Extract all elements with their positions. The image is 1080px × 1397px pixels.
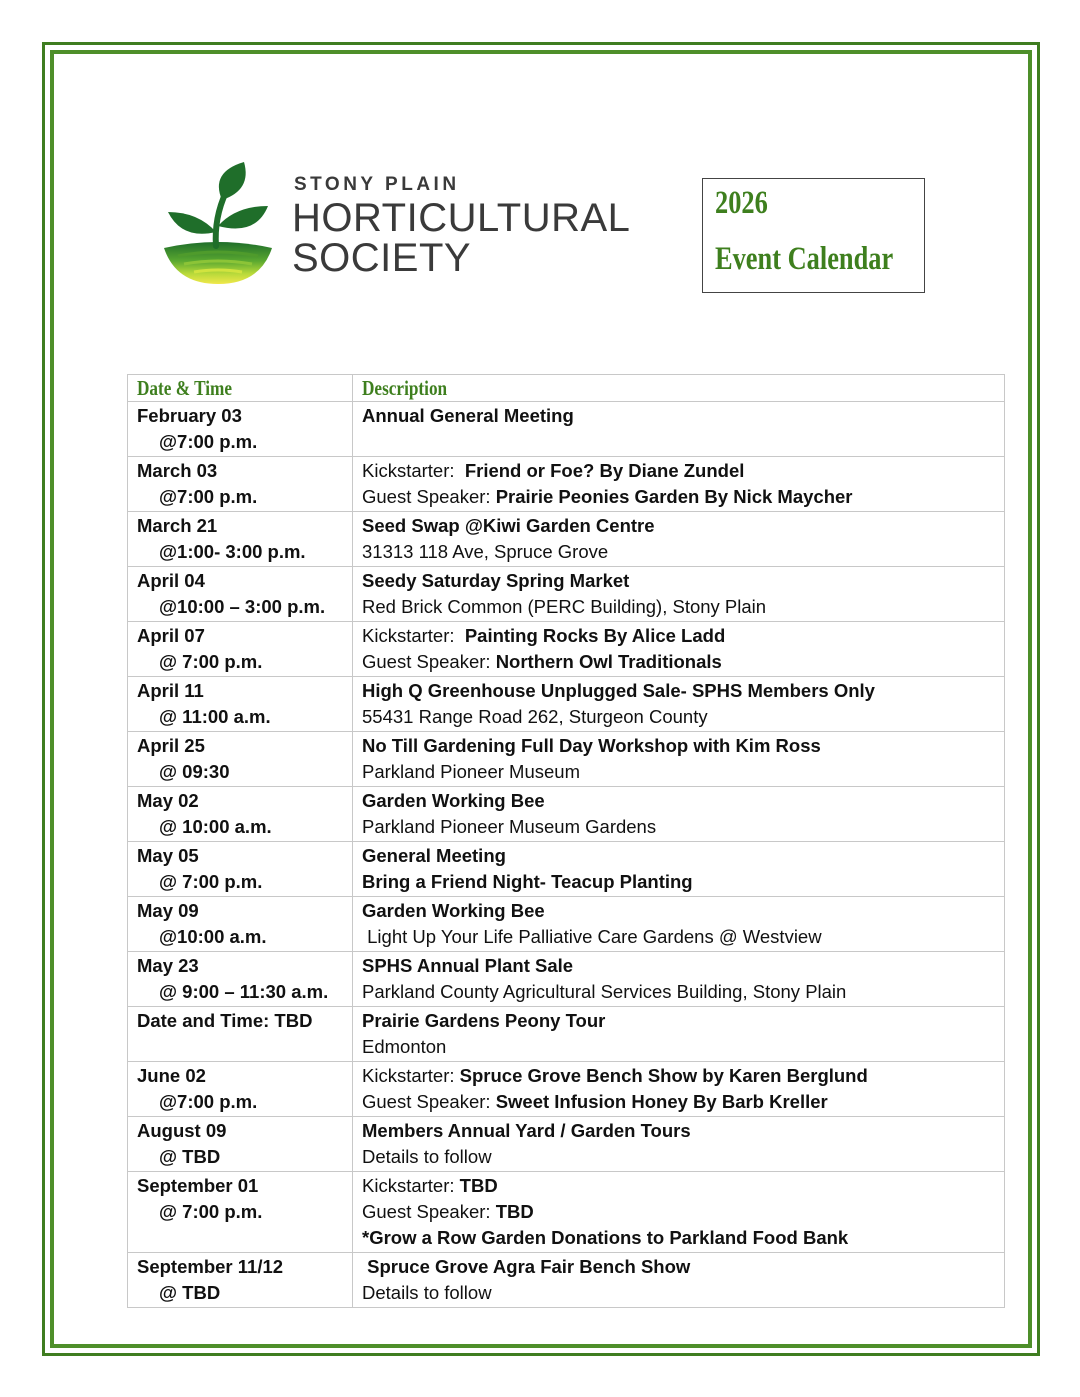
event-time: @ 11:00 a.m. <box>159 706 271 727</box>
description-bold-text: TBD <box>495 1201 534 1222</box>
event-time: @ 10:00 a.m. <box>159 816 272 837</box>
description-bold-text: Painting Rocks By Alice Ladd <box>464 625 726 646</box>
description-text: Guest Speaker: <box>362 651 496 672</box>
event-date-cell <box>128 567 353 622</box>
sprout-logo-icon <box>160 160 275 285</box>
description-text: Guest Speaker: <box>362 1201 496 1222</box>
description-text: Parkland County Agricultural Services Building, Stony Plain <box>362 981 847 1002</box>
table-row <box>128 1062 1005 1117</box>
description-text: Kickstarter: <box>362 1065 460 1086</box>
event-description-line <box>362 704 995 730</box>
event-time: @ 09:30 <box>159 761 230 782</box>
society-logo <box>160 160 630 290</box>
event-date: August 09 <box>137 1120 227 1141</box>
event-description-line <box>362 1199 995 1225</box>
event-description-cell <box>353 1253 1005 1308</box>
table-row <box>128 1007 1005 1062</box>
event-date-cell <box>128 952 353 1007</box>
description-bold-text: TBD <box>459 1175 498 1196</box>
table-row <box>128 1253 1005 1308</box>
description-text: Light Up Your Life Palliative Care Gardens @ Westview <box>362 926 822 947</box>
description-text: 31313 118 Ave, Spruce Grove <box>362 541 609 562</box>
event-description-line <box>362 759 995 785</box>
event-description-cell <box>353 1062 1005 1117</box>
table-row <box>128 952 1005 1007</box>
event-description-line <box>362 1173 995 1199</box>
description-bold-text: Garden Working Bee <box>362 790 545 811</box>
event-description-line <box>362 1225 995 1251</box>
event-description-line <box>362 1089 995 1115</box>
event-description-cell <box>353 457 1005 512</box>
description-bold-text: High Q Greenhouse Unplugged Sale- SPHS Members Only <box>362 680 875 701</box>
event-description-line <box>362 788 995 814</box>
event-description-line <box>362 623 995 649</box>
org-name-line1: STONY PLAIN <box>294 174 460 195</box>
calendar-year: 2026 <box>715 185 768 221</box>
event-description-line <box>362 458 995 484</box>
table-row <box>128 402 1005 457</box>
event-description-line <box>362 1118 995 1144</box>
event-description-line <box>362 649 995 675</box>
table-row <box>128 787 1005 842</box>
event-date-cell <box>128 1062 353 1117</box>
event-time: @ 7:00 p.m. <box>159 651 263 672</box>
event-date-cell <box>128 677 353 732</box>
description-bold-text: Bring a Friend Night- Teacup Planting <box>362 871 693 892</box>
description-text: Guest Speaker: <box>362 486 496 507</box>
description-bold-text: Members Annual Yard / Garden Tours <box>362 1120 691 1141</box>
event-description-line <box>362 1063 995 1089</box>
event-description-cell <box>353 512 1005 567</box>
event-description-line <box>362 869 995 895</box>
event-description-line <box>362 403 995 429</box>
event-description-line <box>362 1254 995 1280</box>
event-description-line <box>362 733 995 759</box>
description-bold-text: Northern Owl Traditionals <box>495 651 722 672</box>
event-table-body <box>128 402 1005 1308</box>
description-text: Details to follow <box>362 1282 492 1303</box>
table-header-row <box>128 375 1005 402</box>
description-text: Edmonton <box>362 1036 447 1057</box>
event-date-cell <box>128 402 353 457</box>
event-time: @ 9:00 – 11:30 a.m. <box>159 981 329 1002</box>
description-bold-text: *Grow a Row Garden Donations to Parkland Food Bank <box>362 1227 849 1248</box>
description-bold-text: Annual General Meeting <box>362 405 574 426</box>
event-description-cell <box>353 1172 1005 1253</box>
event-date-cell <box>128 732 353 787</box>
table-row <box>128 1172 1005 1253</box>
event-date-cell <box>128 1172 353 1253</box>
table-row <box>128 622 1005 677</box>
event-description-cell <box>353 1117 1005 1172</box>
event-description-line <box>362 1008 995 1034</box>
table-row <box>128 457 1005 512</box>
table-row <box>128 842 1005 897</box>
description-bold-text: Sweet Infusion Honey By Barb Kreller <box>495 1091 828 1112</box>
event-date: May 09 <box>137 900 199 921</box>
description-bold-text: Prairie Gardens Peony Tour <box>362 1010 606 1031</box>
event-description-line <box>362 513 995 539</box>
description-text: Guest Speaker: <box>362 1091 496 1112</box>
event-description-cell <box>353 567 1005 622</box>
event-description-line <box>362 539 995 565</box>
event-date: September 01 <box>137 1175 259 1196</box>
description-bold-text: Seedy Saturday Spring Market <box>362 570 630 591</box>
calendar-title: Event Calendar <box>715 241 894 277</box>
event-date-cell <box>128 622 353 677</box>
event-date: April 07 <box>137 625 205 646</box>
event-description-line <box>362 979 995 1005</box>
table-row <box>128 677 1005 732</box>
event-date: Date and Time: TBD <box>137 1010 313 1031</box>
event-date-cell <box>128 787 353 842</box>
event-description-cell <box>353 1007 1005 1062</box>
event-date: September 11/12 <box>137 1256 284 1277</box>
event-time: @10:00 – 3:00 p.m. <box>159 596 326 617</box>
description-text: 55431 Range Road 262, Sturgeon County <box>362 706 708 727</box>
event-description-line <box>362 898 995 924</box>
event-description-cell <box>353 732 1005 787</box>
event-time: @ 7:00 p.m. <box>159 871 263 892</box>
description-bold-text: General Meeting <box>362 845 506 866</box>
event-date-cell <box>128 1007 353 1062</box>
event-description-line <box>362 924 995 950</box>
event-date-cell <box>128 1117 353 1172</box>
description-text: Kickstarter: <box>362 1175 460 1196</box>
event-time: @ TBD <box>159 1282 221 1303</box>
description-text: Parkland Pioneer Museum Gardens <box>362 816 657 837</box>
event-description-cell <box>353 677 1005 732</box>
description-bold-text: Friend or Foe? By Diane Zundel <box>464 460 745 481</box>
event-date-cell <box>128 457 353 512</box>
header-date-time: Date & Time <box>128 375 353 402</box>
description-text: Details to follow <box>362 1146 492 1167</box>
org-name-line2: HORTICULTURAL <box>292 196 631 240</box>
description-bold-text: Seed Swap @Kiwi Garden Centre <box>362 515 655 536</box>
description-bold-text: SPHS Annual Plant Sale <box>362 955 574 976</box>
event-description-cell <box>353 952 1005 1007</box>
event-date: March 03 <box>137 460 218 481</box>
event-description-line <box>362 814 995 840</box>
event-date-cell <box>128 897 353 952</box>
event-date: April 25 <box>137 735 205 756</box>
event-time: @1:00- 3:00 p.m. <box>159 541 306 562</box>
event-date: May 02 <box>137 790 199 811</box>
description-bold-text: Prairie Peonies Garden By Nick Maycher <box>495 486 853 507</box>
event-date-cell <box>128 1253 353 1308</box>
event-date: May 23 <box>137 955 199 976</box>
event-table <box>127 374 1005 1308</box>
description-bold-text: Garden Working Bee <box>362 900 545 921</box>
event-description-line <box>362 484 995 510</box>
table-row <box>128 732 1005 787</box>
event-time: @ TBD <box>159 1146 221 1167</box>
event-description-cell <box>353 897 1005 952</box>
event-time: @10:00 a.m. <box>159 926 267 947</box>
event-date-cell <box>128 842 353 897</box>
calendar-title-box <box>702 178 925 293</box>
event-date: February 03 <box>137 405 242 426</box>
table-row <box>128 512 1005 567</box>
description-bold-text: Spruce Grove Agra Fair Bench Show <box>362 1256 691 1277</box>
description-text: Kickstarter: <box>362 460 465 481</box>
description-text: Red Brick Common (PERC Building), Stony Plain <box>362 596 767 617</box>
table-row <box>128 897 1005 952</box>
event-description-line <box>362 843 995 869</box>
event-description-line <box>362 1280 995 1306</box>
description-bold-text: No Till Gardening Full Day Workshop with Kim Ross <box>362 735 821 756</box>
event-description-cell <box>353 787 1005 842</box>
event-description-cell <box>353 842 1005 897</box>
event-date: April 04 <box>137 570 205 591</box>
event-description-line <box>362 594 995 620</box>
description-text: Kickstarter: <box>362 625 465 646</box>
event-time: @7:00 p.m. <box>159 486 258 507</box>
description-bold-text: Spruce Grove Bench Show by Karen Berglund <box>459 1065 868 1086</box>
event-time: @7:00 p.m. <box>159 431 258 452</box>
event-time: @ 7:00 p.m. <box>159 1201 263 1222</box>
event-description-line <box>362 568 995 594</box>
event-description-line <box>362 1144 995 1170</box>
event-date: May 05 <box>137 845 199 866</box>
header-description: Description <box>353 375 1005 402</box>
event-description-line <box>362 1034 995 1060</box>
table-row <box>128 567 1005 622</box>
table-row <box>128 1117 1005 1172</box>
event-date: June 02 <box>137 1065 206 1086</box>
event-time: @7:00 p.m. <box>159 1091 258 1112</box>
org-name-line3: SOCIETY <box>292 236 472 280</box>
event-description-cell <box>353 622 1005 677</box>
event-date: March 21 <box>137 515 218 536</box>
event-description-line <box>362 953 995 979</box>
event-date-cell <box>128 512 353 567</box>
event-description-cell <box>353 402 1005 457</box>
event-date: April 11 <box>137 680 204 701</box>
description-text: Parkland Pioneer Museum <box>362 761 580 782</box>
event-description-line <box>362 678 995 704</box>
